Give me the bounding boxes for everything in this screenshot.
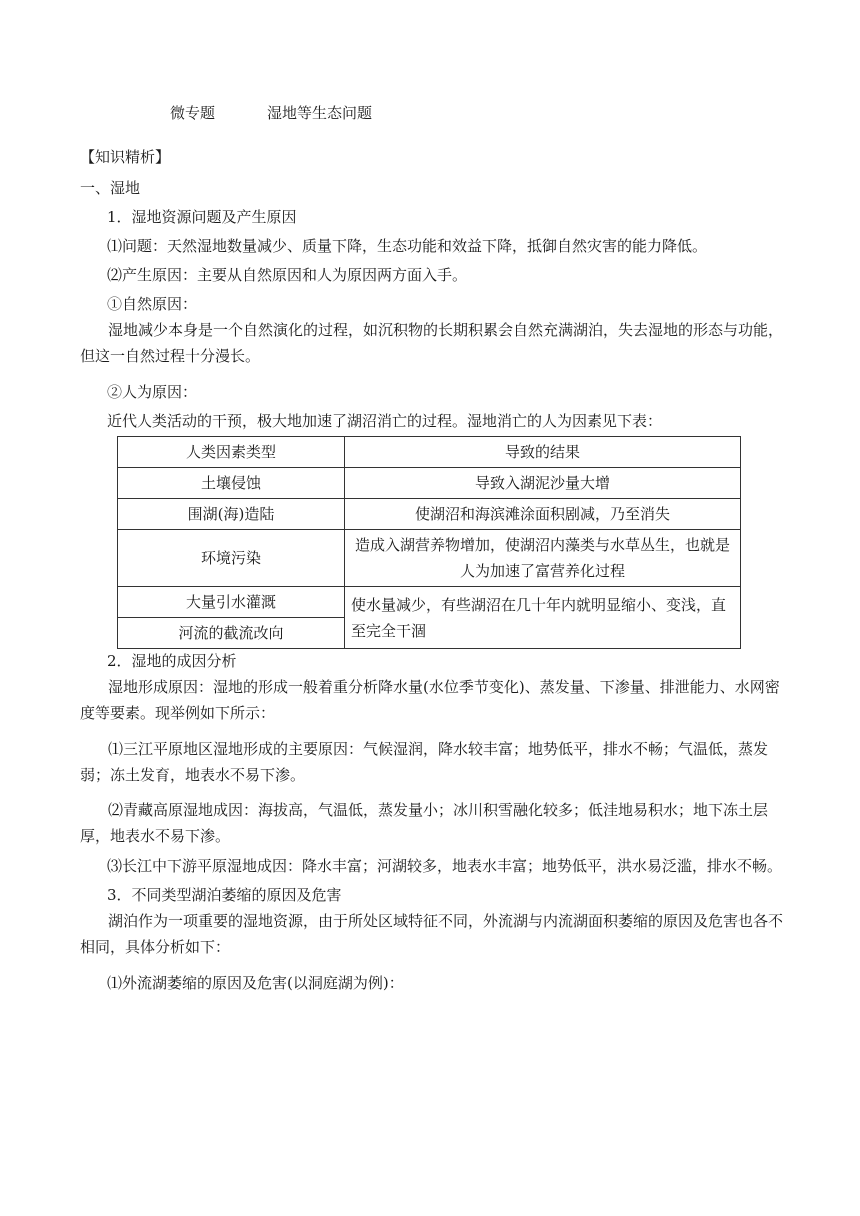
page-title bbox=[170, 102, 372, 123]
table-header-cell: 人类因素类型 bbox=[118, 437, 345, 468]
paragraph-cause: ⑵产生原因：主要从自然原因和人为原因两方面入手。 bbox=[107, 266, 468, 284]
table-cell: 土壤侵蚀 bbox=[118, 468, 345, 499]
natural-cause-label: ①自然原因： bbox=[107, 295, 198, 313]
formation-qingzang: ⑵青藏高原湿地成因：海拔高，气温低，蒸发量小；冰川积雪融化较多；低洼地易积水；地下冻土层厚，地表水不易下渗。 bbox=[80, 801, 769, 845]
table-cell: 河流的截流改向 bbox=[118, 618, 345, 649]
table-cell: 大量引水灌溉 bbox=[118, 587, 345, 618]
table-header-cell: 导致的结果 bbox=[345, 437, 741, 468]
heading-wetland: 一、湿地 bbox=[80, 179, 141, 197]
table-cell: 导致入湖泥沙量大增 bbox=[345, 468, 741, 499]
formation-changjiang: ⑶长江中下游平原湿地成因：降水丰富；河湖较多，地表水丰富；地势低平，洪水易泛滥，排水不畅。 bbox=[107, 857, 783, 875]
lake-text: 湖泊作为一项重要的湿地资源，由于所处区域特征不同，外流湖与内流湖面积萎缩的原因及危害也各不相同，具体分析如下： bbox=[80, 912, 784, 956]
table-cell: 环境污染 bbox=[118, 530, 345, 587]
formation-text: 湿地形成原因：湿地的形成一般着重分析降水量(水位季节变化)、蒸发量、下渗量、排泄能力、水网密度等要素。现举例如下所示： bbox=[80, 678, 780, 722]
table-row bbox=[118, 468, 741, 499]
title-main: 湿地等生态问题 bbox=[267, 104, 373, 122]
formation-sanjiang: ⑴三江平原地区湿地形成的主要原因：气候湿润，降水较丰富；地势低平，排水不畅；气温低，蒸发弱；冻土发育，地表水不易下渗。 bbox=[80, 740, 769, 784]
table-row bbox=[118, 499, 741, 530]
table-cell: 使湖沼和海滨滩涂面积剧减，乃至消失 bbox=[345, 499, 741, 530]
title-prefix: 微专题 bbox=[170, 104, 216, 122]
table-cell: 围湖(海)造陆 bbox=[118, 499, 345, 530]
table-row bbox=[118, 587, 741, 618]
human-cause-text: 近代人类活动的干预，极大地加速了湖沼消亡的过程。湿地消亡的人为因素见下表： bbox=[107, 412, 663, 430]
table-row bbox=[118, 530, 741, 587]
human-cause-label: ②人为原因： bbox=[107, 383, 198, 401]
table-cell-merged: 使水量减少，有些湖沼在几十年内就明显缩小、变浅，直至完全干涸 bbox=[345, 587, 741, 649]
table-cell: 造成入湖营养物增加，使湖沼内藻类与水草丛生，也就是人为加速了富营养化过程 bbox=[345, 530, 741, 587]
heading-wetland-problems: 1．湿地资源问题及产生原因 bbox=[107, 208, 297, 226]
human-factors-table bbox=[117, 436, 741, 649]
table-header-row bbox=[118, 437, 741, 468]
lake-outflow-heading: ⑴外流湖萎缩的原因及危害(以洞庭湖为例)： bbox=[107, 974, 404, 992]
heading-lake-shrinking: 3．不同类型湖泊萎缩的原因及危害 bbox=[107, 886, 342, 904]
paragraph-problem: ⑴问题：天然湿地数量减少、质量下降，生态功能和效益下降，抵御自然灾害的能力降低。 bbox=[107, 237, 708, 255]
natural-cause-text: 湿地减少本身是一个自然演化的过程，如沉积物的长期积累会自然充满湖泊，失去湿地的形态与功能，但这一自然过程十分漫长。 bbox=[80, 321, 784, 365]
section-label: 【知识精析】 bbox=[80, 148, 171, 166]
heading-wetland-formation: 2．湿地的成因分析 bbox=[107, 652, 237, 670]
